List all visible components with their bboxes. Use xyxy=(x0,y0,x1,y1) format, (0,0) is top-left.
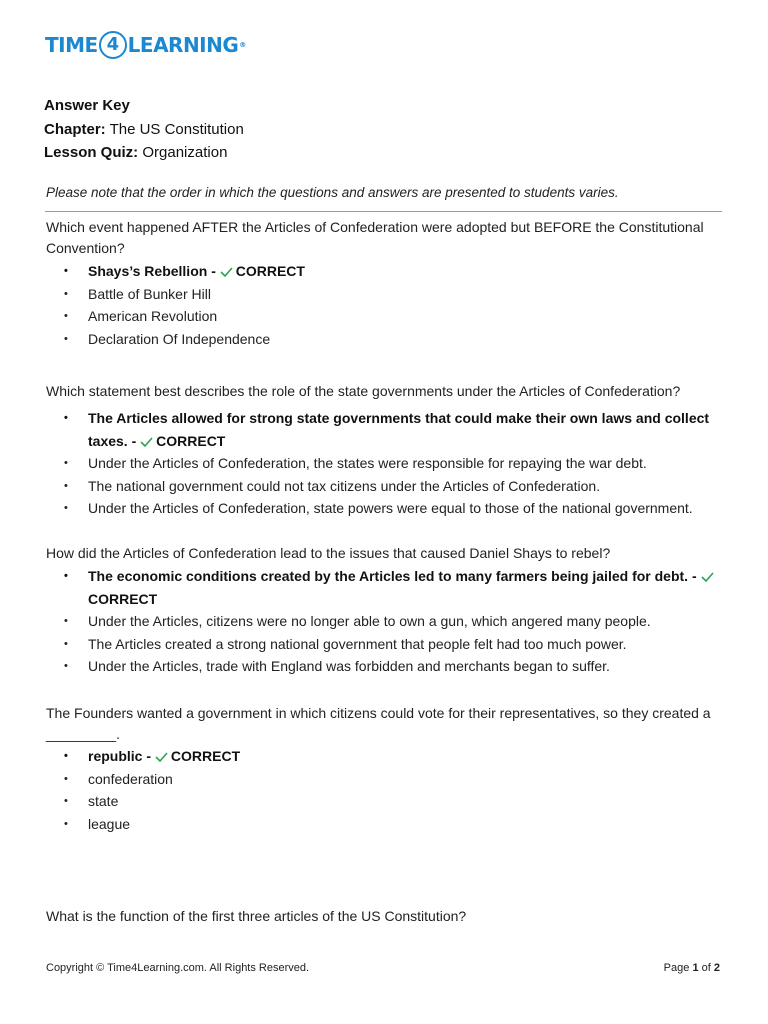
answers-2 xyxy=(64,407,729,520)
correct-answer: • Shays’s Rebellion - CORRECT xyxy=(64,260,729,283)
page-number: Page 1 of 2 xyxy=(663,962,720,974)
question-4: The Founders wanted a government in which citizens could vote for their representatives, so they created a _________. xyxy=(46,705,711,742)
correct-answer: • republic - CORRECT xyxy=(64,745,729,768)
question-5: What is the function of the first three articles of the US Constitution? xyxy=(46,908,467,924)
answer-option: • The Articles created a strong national government that people felt had too much power. xyxy=(64,633,729,656)
answer-option: • state xyxy=(64,790,729,813)
check-icon xyxy=(701,572,714,582)
answer-option: • Under the Articles, trade with England was forbidden and merchants began to suffer. xyxy=(64,655,729,678)
lesson-quiz-line: Lesson Quiz: Organization xyxy=(44,144,228,161)
check-icon xyxy=(140,437,153,447)
time4learning-logo xyxy=(45,30,246,60)
divider xyxy=(45,211,722,212)
answer-key-title: Answer Key xyxy=(44,97,130,114)
answer-option: • Declaration Of Independence xyxy=(64,328,729,351)
answer-option: • confederation xyxy=(64,768,729,791)
chapter-line: Chapter: The US Constitution xyxy=(44,120,244,138)
question-2: Which statement best describes the role of the state governments under the Articles of Confederation? xyxy=(46,383,681,399)
answer-option: • American Revolution xyxy=(64,305,729,328)
answer-option: • Under the Articles of Confederation, state powers were equal to those of the national government. xyxy=(64,497,729,520)
correct-answer: • The Articles allowed for strong state governments that could make their own laws and collect taxes. - CORRECT xyxy=(64,407,729,452)
logo-text-time: TIME xyxy=(45,33,98,57)
logo-registered-mark: ® xyxy=(239,41,246,49)
answer-option: • Battle of Bunker Hill xyxy=(64,283,729,306)
answer-option: • Under the Articles, citizens were no longer able to own a gun, which angered many people. xyxy=(64,610,729,633)
check-icon xyxy=(220,267,233,277)
document-header xyxy=(44,94,244,165)
copyright: Copyright © Time4Learning.com. All Rights Reserved. xyxy=(46,962,310,974)
logo-four-clock-icon: 4 xyxy=(99,31,127,59)
answer-option: • Under the Articles of Confederation, the states were responsible for repaying the war debt. xyxy=(64,452,729,475)
logo-text-learning: LEARNING xyxy=(127,33,239,57)
correct-answer: • The economic conditions created by the Articles led to many farmers being jailed for debt. - CORRECT xyxy=(64,565,729,610)
answers-3 xyxy=(64,565,729,678)
answer-option: • league xyxy=(64,813,729,836)
answer-option: • The national government could not tax citizens under the Articles of Confederation. xyxy=(64,475,729,498)
check-icon xyxy=(155,752,168,762)
answers-4 xyxy=(64,745,729,835)
answers-1 xyxy=(64,260,729,350)
question-1: Which event happened AFTER the Articles of Confederation were adopted but BEFORE the Constitutional Convention? xyxy=(46,219,704,256)
order-note: Please note that the order in which the questions and answers are presented to students varies. xyxy=(46,185,619,200)
question-3: How did the Articles of Confederation lead to the issues that caused Daniel Shays to rebel? xyxy=(46,545,611,561)
